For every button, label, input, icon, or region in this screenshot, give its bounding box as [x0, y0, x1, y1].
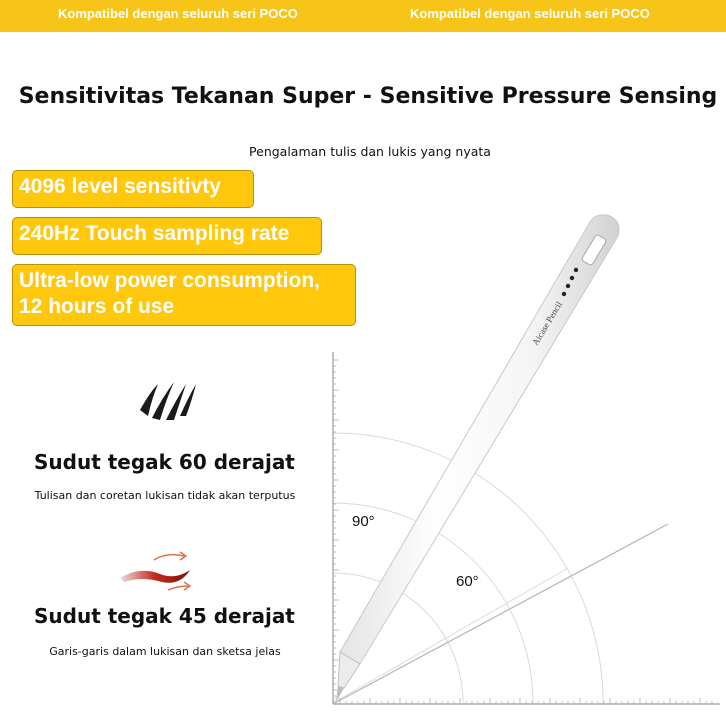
highlight-sampling-rate-text: 240Hz Touch sampling rate	[19, 222, 290, 245]
angle-90-label: 90°	[352, 513, 375, 530]
red-swoosh-icon	[120, 552, 190, 590]
angle-60-label: 60°	[456, 573, 479, 590]
feature-60-desc: Tulisan dan coretan lukisan tidak akan terputus	[34, 489, 296, 502]
feature-45-title: Sudut tegak 45 derajat	[34, 604, 295, 628]
page-title: Sensitivitas Tekanan Super - Sensitive Pressure Sensing	[18, 84, 718, 109]
banner-text-right: Kompatibel dengan seluruh seri POCO	[410, 6, 650, 21]
pen-brand-text: Aicase Pencil	[530, 299, 565, 348]
feature-45-desc: Garis-garis dalam lukisan dan sketsa jelas	[49, 645, 281, 658]
stylus-pen	[336, 215, 619, 702]
highlight-sensitivity-text: 4096 level sensitivty	[19, 175, 221, 198]
brush-strokes-icon	[140, 382, 196, 420]
highlight-power-line2: 12 hours of use	[19, 295, 175, 318]
highlight-power-line1: Ultra-low power consumption,	[19, 269, 321, 292]
page-subtitle: Pengalaman tulis dan lukis yang nyata	[249, 144, 491, 159]
feature-60-title: Sudut tegak 60 derajat	[34, 450, 295, 474]
banner-text-left: Kompatibel dengan seluruh seri POCO	[58, 6, 298, 21]
axis-ticks	[333, 360, 712, 704]
